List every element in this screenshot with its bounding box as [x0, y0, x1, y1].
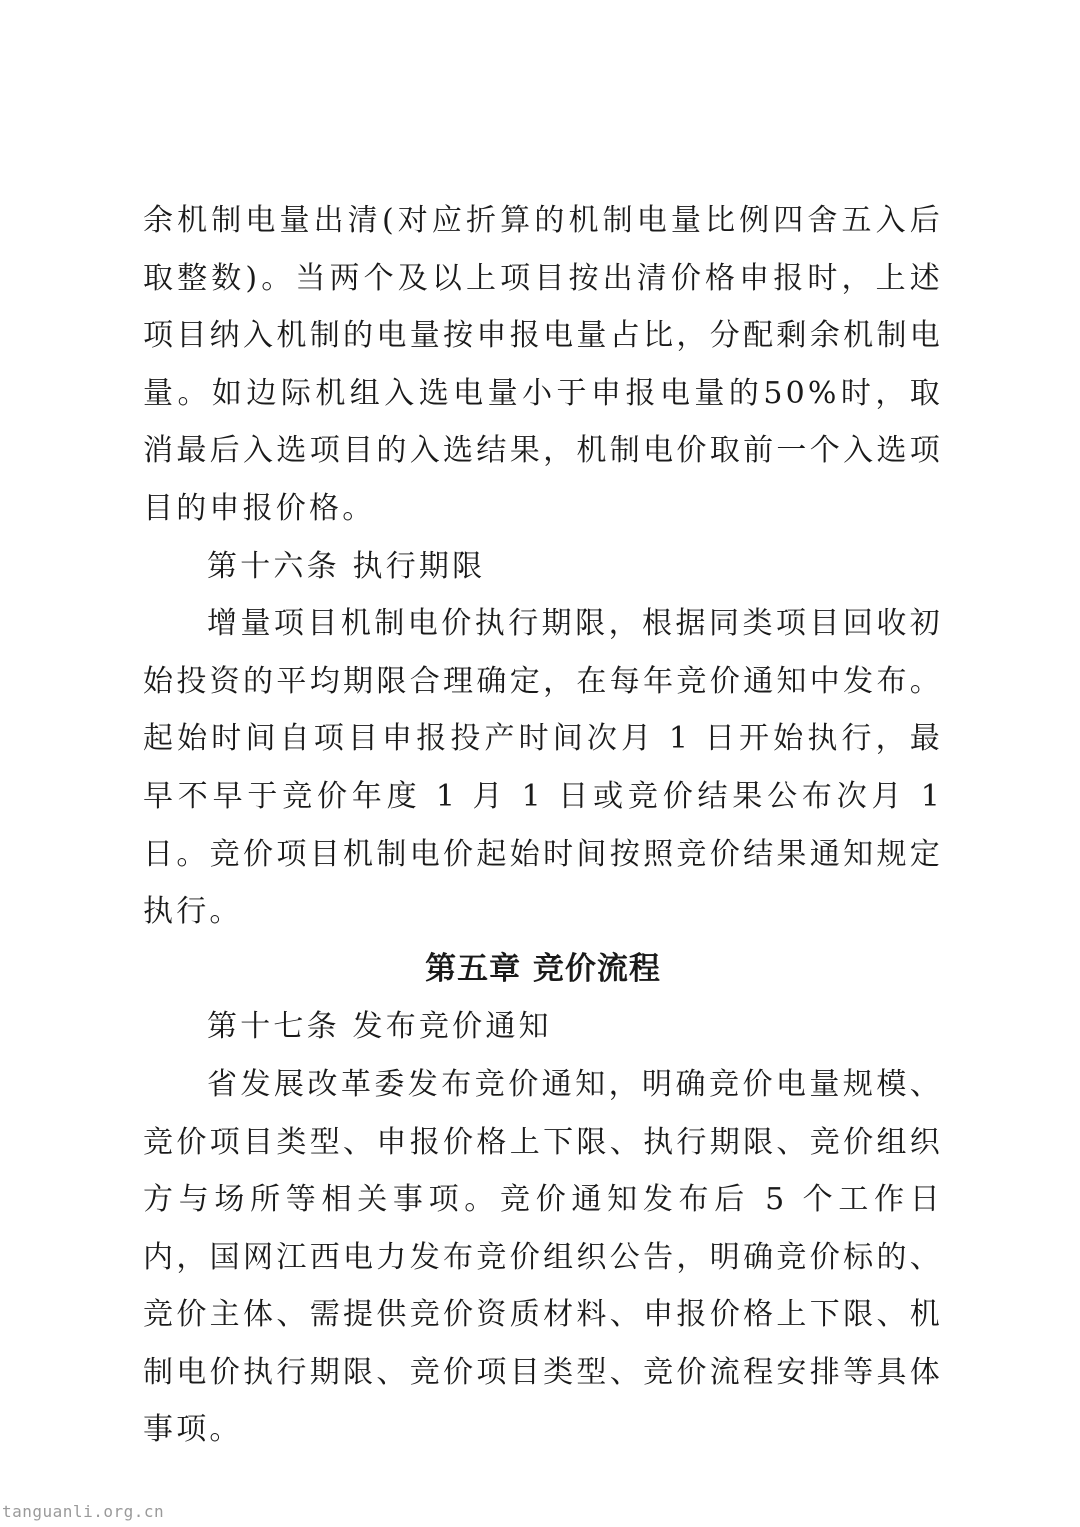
article-16-heading: 第十六条 执行期限	[207, 548, 486, 584]
paragraph-bidding-notice: 省发展改革委发布竞价通知，明确竞价电量规模、竞价项目类型、申报价格上下限、执行期限、竞价组织方与场所等相关事项。竞价通知发布后 5 个工作日内，国网江西电力发布竞价组织公告，明确竞价标的、竞价主体、需提供竞价资质材料、申报价格上下限、机制电价执行期限、竞价项目类型、竞价流程安排等具体事项。	[143, 1066, 943, 1448]
watermark-text: tanguanli.org.cn	[2, 1502, 165, 1521]
chapter-5-heading: 第五章 竞价流程	[425, 950, 661, 987]
document-body	[143, 192, 943, 1459]
paragraph-continuation: 余机制电量出清(对应折算的机制电量比例四舍五入后取整数)。当两个及以上项目按出清价格申报时，上述项目纳入机制的电量按申报电量占比，分配剩余机制电量。如边际机组入选电量小于申报电量的50%时，取消最后入选项目的入选结果，机制电价取前一个入选项目的申报价格。	[143, 203, 943, 526]
paragraph-execution-period: 增量项目机制电价执行期限，根据同类项目回收初始投资的平均期限合理确定，在每年竞价通知中发布。起始时间自项目申报投产时间次月 1 日开始执行，最早不早于竞价年度 1 月 1 日或竞价结果公布次月 1 日。竞价项目机制电价起始时间按照竞价结果通知规定执行。	[143, 606, 943, 930]
article-17-heading: 第十七条 发布竞价通知	[207, 1009, 552, 1045]
